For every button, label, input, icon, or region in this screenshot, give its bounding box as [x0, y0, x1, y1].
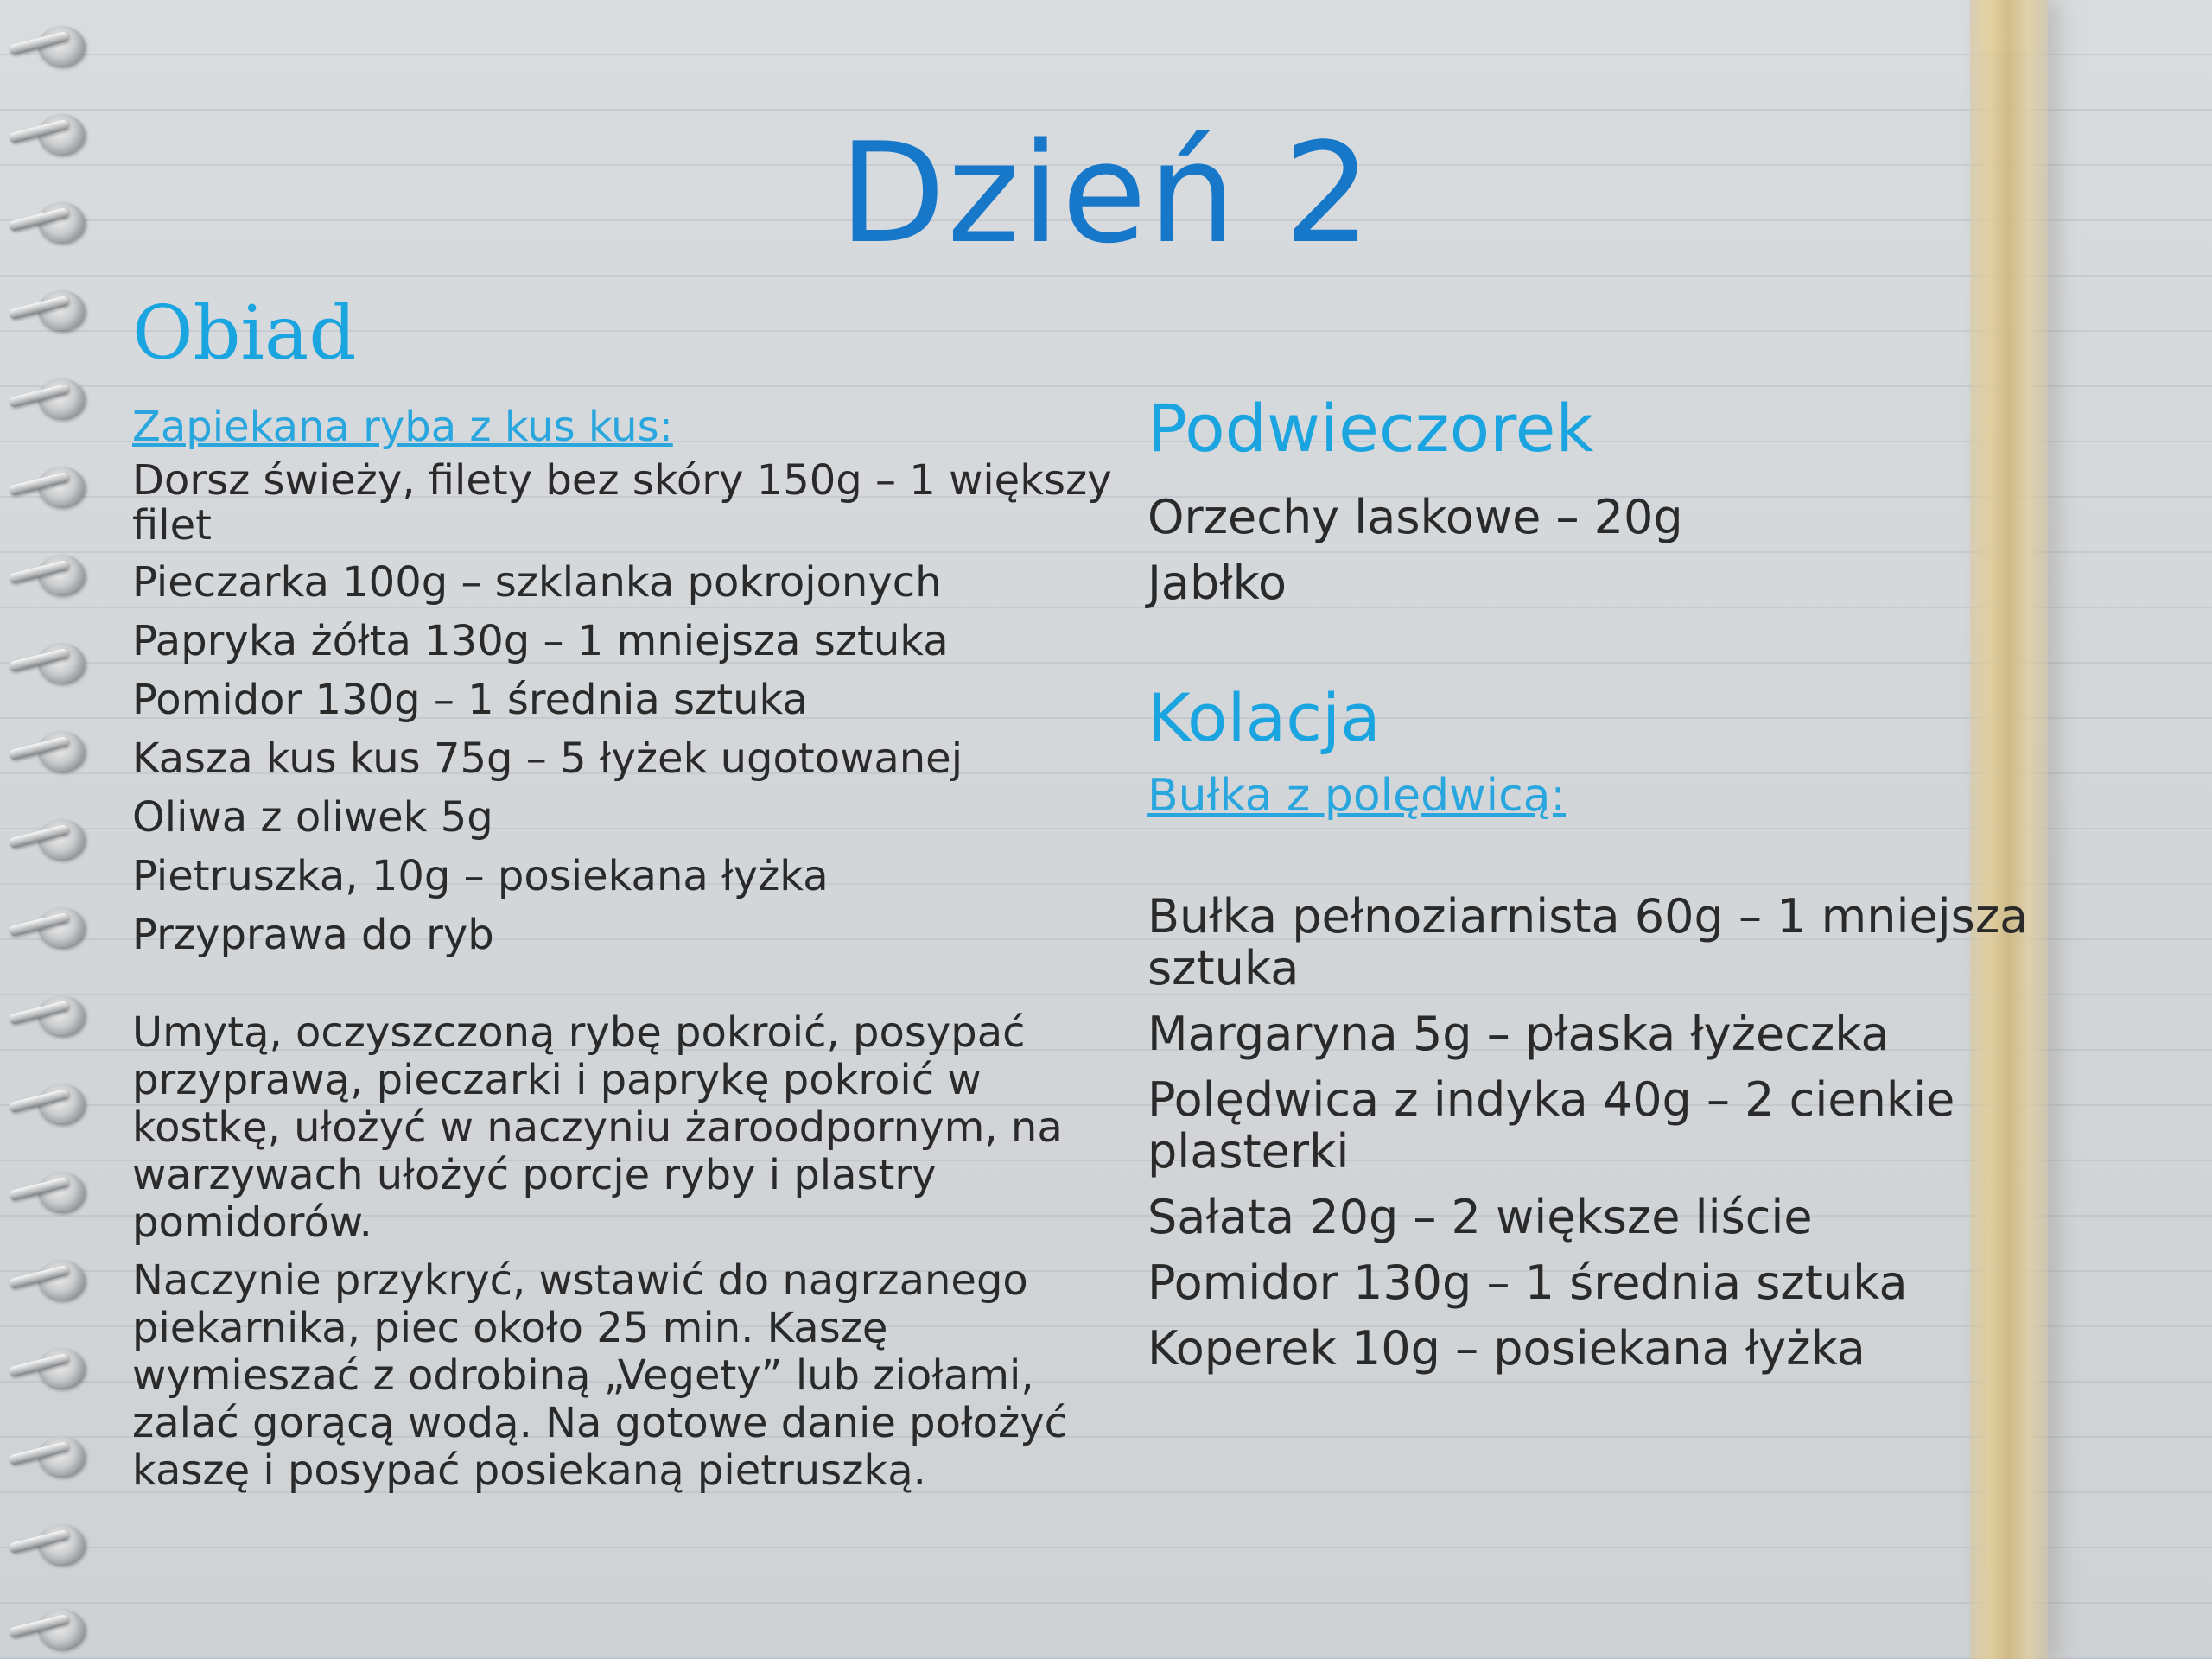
- ingredient-item: Oliwa z oliwek 5g: [132, 792, 493, 842]
- kolacja-heading: Kolacja: [1147, 679, 1381, 757]
- ingredient-item: Dorsz świeży, filety bez skóry 150g – 1 większy filet: [132, 455, 1112, 550]
- ingredient-item: Koperek 10g – posiekana łyżka: [1147, 1320, 1866, 1376]
- kolacja-ingredient-list: [1147, 888, 2063, 1376]
- ingredient-item: Kasza kus kus 75g – 5 łyżek ugotowanej: [132, 734, 963, 783]
- spiral-ring-icon: [7, 1516, 85, 1567]
- ingredient-item: Papryka żółta 130g – 1 mniejsza sztuka: [132, 616, 949, 665]
- spiral-ring-icon: [7, 1163, 85, 1215]
- ingredient-item: Przyprawa do ryb: [132, 910, 494, 959]
- ingredient-item: Pieczarka 100g – szklanka pokrojonych: [132, 557, 942, 607]
- spiral-ring-icon: [7, 1339, 85, 1391]
- spiral-ring-icon: [7, 1427, 85, 1479]
- spiral-ring-icon: [7, 1075, 85, 1127]
- podwieczorek-heading: Podwieczorek: [1147, 390, 1594, 467]
- obiad-heading: Obiad: [132, 290, 357, 377]
- right-column: [1147, 389, 2063, 1389]
- snack-item: Jabłko: [1147, 556, 1287, 611]
- obiad-recipe-link[interactable]: Zapiekana ryba z kus kus:: [132, 403, 673, 452]
- kolacja-section: [1147, 678, 2063, 1375]
- ingredient-item: Margaryna 5g – płaska łyżeczka: [1147, 1006, 1890, 1061]
- spiral-ring-icon: [7, 987, 85, 1039]
- ingredient-item: Sałata 20g – 2 większe liście: [1147, 1189, 1813, 1244]
- method-paragraph: Umytą, oczyszczoną rybę pokroić, posypać przyprawą, pieczarki i paprykę pokroić w kostkę, ułożyć w naczyniu żaroodpornym, na warzywach ułożyć porcje ryby i plastry pomidorów.: [132, 1007, 1063, 1247]
- spiral-ring-icon: [7, 17, 85, 69]
- spiral-ring-icon: [7, 282, 85, 334]
- snack-item: Orzechy laskowe – 20g: [1147, 490, 1683, 545]
- spiral-ring-icon: [7, 1251, 85, 1303]
- spiral-ring-icon: [7, 722, 85, 774]
- spiral-ring-icon: [7, 1600, 85, 1652]
- obiad-method: [132, 1009, 1117, 1495]
- obiad-ingredient-list: [132, 455, 1117, 959]
- spiral-ring-icon: [7, 899, 85, 950]
- spiral-ring-icon: [7, 370, 85, 422]
- page-title: Dzień 2: [838, 112, 1374, 274]
- spiral-ring-icon: [7, 546, 85, 598]
- ingredient-item: Bułka pełnoziarnista 60g – 1 mniejsza sztuka: [1147, 888, 2029, 995]
- podwieczorek-list: [1147, 492, 2063, 609]
- spiral-ring-icon: [7, 458, 85, 510]
- obiad-section: [132, 289, 1117, 1505]
- podwieczorek-section: [1147, 389, 2063, 609]
- spiral-ring-icon: [7, 634, 85, 686]
- kolacja-recipe-link[interactable]: Bułka z polędwicą:: [1147, 770, 1567, 823]
- ingredient-item: Pomidor 130g – 1 średnia sztuka: [1147, 1255, 1908, 1310]
- spiral-ring-icon: [7, 810, 85, 862]
- ingredient-item: Pietruszka, 10g – posiekana łyżka: [132, 851, 829, 900]
- ingredient-item: Pomidor 130g – 1 średnia sztuka: [132, 675, 808, 724]
- method-paragraph: Naczynie przykryć, wstawić do nagrzanego piekarnika, piec około 25 min. Kaszę wymieszać z odrobiną „Vegety” lub ziołami, zalać gorącą wodą. Na gotowe danie położyć kaszę i posypać posiekaną pietruszką.: [132, 1255, 1067, 1495]
- ingredient-item: Polędwica z indyka 40g – 2 cienkie plasterki: [1147, 1071, 1955, 1179]
